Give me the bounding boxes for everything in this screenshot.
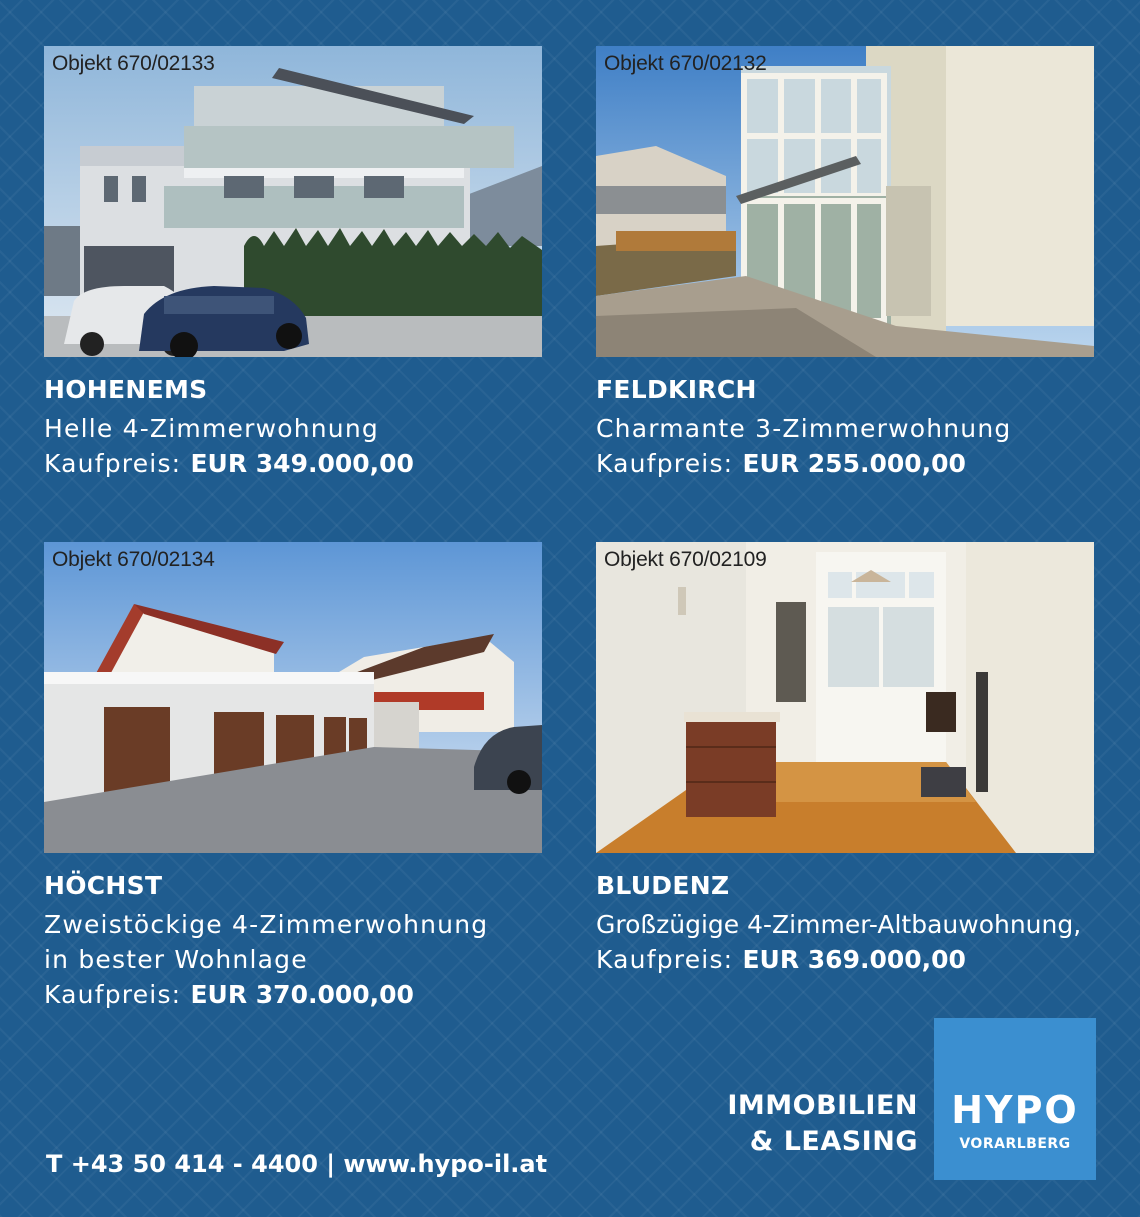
property-photo-hohenems	[44, 46, 542, 357]
listing-city: HÖCHST	[44, 871, 163, 900]
listing-price	[596, 446, 1116, 481]
property-photo-feldkirch	[596, 46, 1094, 357]
listing-price	[44, 977, 564, 1012]
listing-city: FELDKIRCH	[596, 375, 757, 404]
price-value: EUR 369.000,00	[742, 945, 966, 974]
price-value: EUR 370.000,00	[190, 980, 414, 1009]
price-label: Kaufpreis:	[44, 980, 182, 1009]
property-photo-bludenz	[596, 542, 1094, 853]
brand-wordmark	[727, 1088, 918, 1160]
listing-price	[44, 446, 564, 481]
price-label: Kaufpreis:	[596, 449, 734, 478]
object-number: Objekt 670/02132	[604, 52, 767, 75]
listing-price	[596, 942, 1116, 977]
property-photo-hoechst	[44, 542, 542, 853]
listing-description: Charmante 3-Zimmerwohnung	[596, 414, 1012, 443]
price-value: EUR 349.000,00	[190, 449, 414, 478]
listing-info	[44, 374, 564, 481]
brand-line-immobilien: IMMOBILIEN	[727, 1090, 918, 1121]
listing-description: Helle 4-Zimmerwohnung	[44, 414, 379, 443]
logo-vorarlberg: VORARLBERG	[959, 1136, 1071, 1152]
price-label: Kaufpreis:	[44, 449, 182, 478]
listing-city: BLUDENZ	[596, 871, 730, 900]
hypo-logo	[934, 1018, 1096, 1180]
listing-description-2: in bester Wohnlage	[44, 945, 308, 974]
object-number: Objekt 670/02134	[52, 548, 215, 571]
listing-description: Großzügige 4-Zimmer-Altbauwohnung,	[596, 910, 1082, 939]
listing-info	[44, 870, 564, 1012]
listing-info	[596, 374, 1116, 481]
logo-hypo: HYPO	[951, 1088, 1079, 1132]
listing-description: Zweistöckige 4-Zimmerwohnung	[44, 910, 489, 939]
listing-city: HOHENEMS	[44, 375, 208, 404]
brand-line-leasing: & LEASING	[749, 1126, 918, 1157]
price-value: EUR 255.000,00	[742, 449, 966, 478]
contact-line[interactable]: T +43 50 414 - 4400 | www.hypo-il.at	[46, 1150, 548, 1178]
listing-info	[596, 870, 1116, 977]
price-label: Kaufpreis:	[596, 945, 734, 974]
object-number: Objekt 670/02133	[52, 52, 215, 75]
object-number: Objekt 670/02109	[604, 548, 767, 571]
